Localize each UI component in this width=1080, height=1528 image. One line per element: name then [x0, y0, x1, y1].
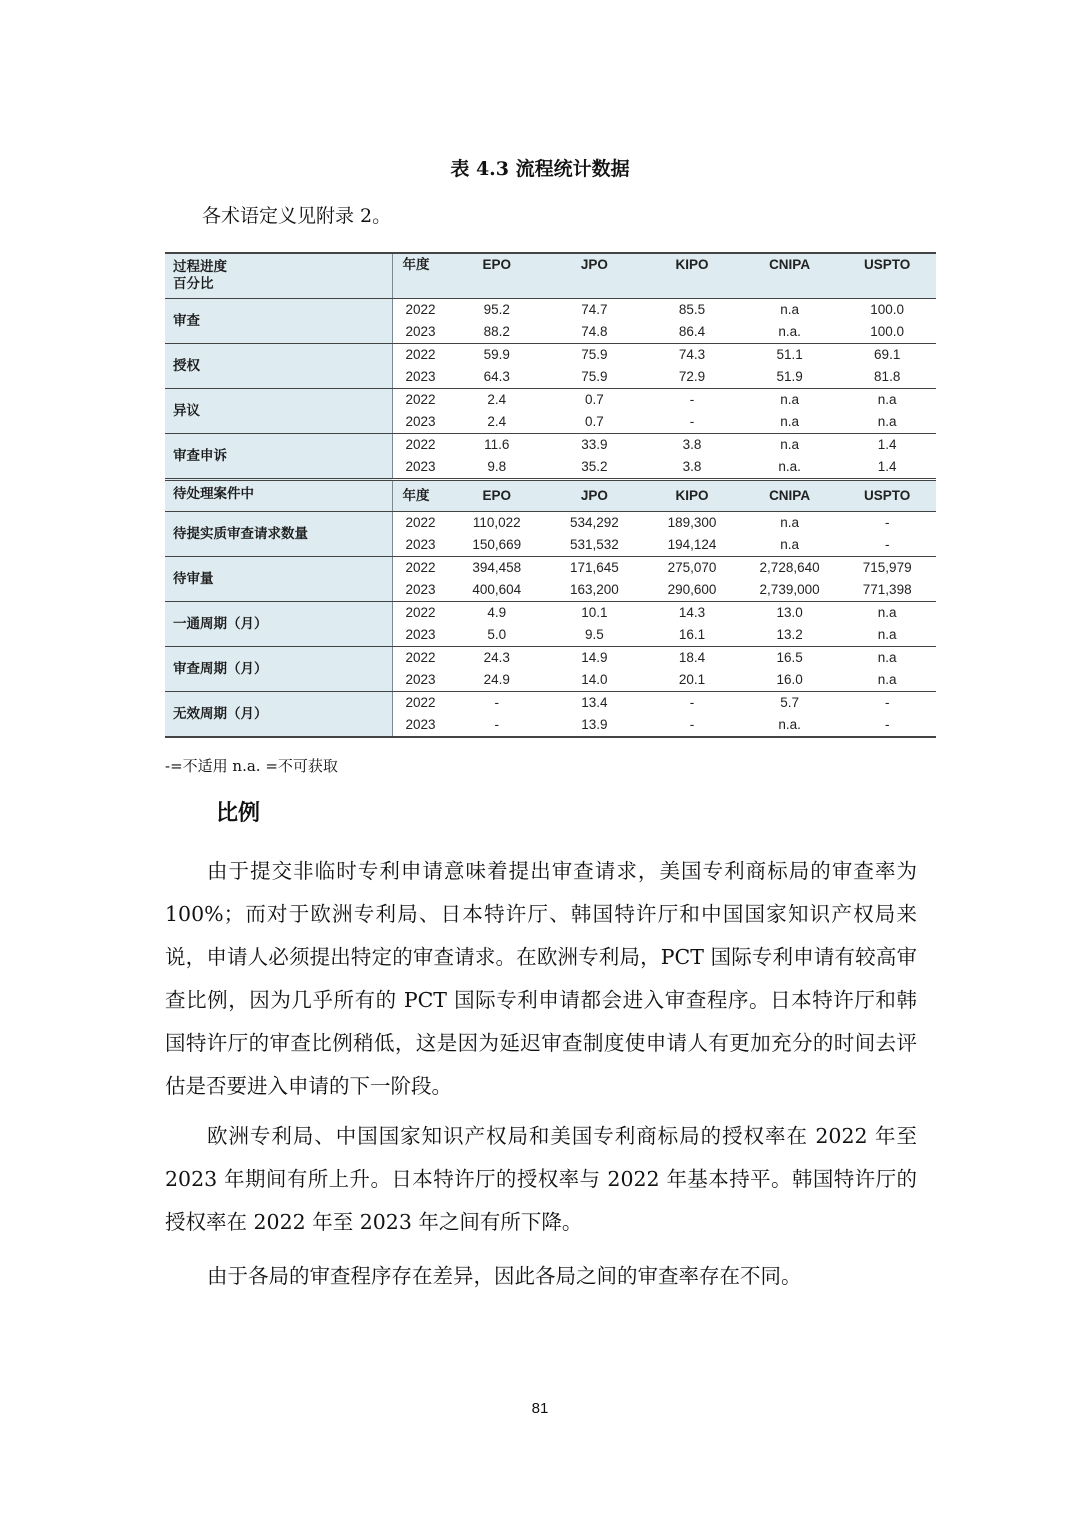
paragraph-1: 由于提交非临时专利申请意味着提出审查请求，美国专利商标局的审查率为 100%；而对于欧洲专利局、日本特许厅、韩国特许厅和中国国家知识产权局来说，申请人必须提出特定的审查请求。在欧洲专利局，PCT 国际专利申请有较高审查比例，因为几乎所有的 PCT 国际专利申请都会进入审查程序。日本特许厅和韩国特许厅的审查比例稍低，这是因为延迟审查制度使申请人有更加充分的时间去评估是否要进入申请的下一阶段。	[165, 859, 917, 1098]
paragraph-2: 欧洲专利局、中国国家知识产权局和美国专利商标局的授权率在 2022 年至 2023 年期间有所上升。日本特许厅的授权率与 2022 年基本持平。韩国特许厅的授权率在 2022 年至 2023 年之间有所下降。	[165, 1124, 917, 1234]
value-cell: 51.9	[741, 366, 839, 389]
value-cell: 150,669	[448, 534, 546, 557]
value-cell: 51.1	[776, 347, 803, 362]
value-cell: 531,532	[546, 534, 644, 557]
year-cell: 2023	[392, 366, 448, 389]
header-office: KIPO	[643, 480, 741, 512]
value-cell: 11.6	[484, 437, 510, 452]
year-cell: 2022	[405, 515, 436, 530]
value-cell: 16.5	[776, 650, 803, 665]
value-cell: -	[838, 534, 936, 557]
year-cell: 2022	[405, 560, 436, 575]
value-cell: 2,739,000	[741, 579, 839, 602]
value-cell: n.a	[877, 392, 897, 407]
table-row	[165, 557, 936, 580]
value-cell: 9.8	[448, 456, 546, 480]
header-office: JPO	[546, 480, 644, 512]
value-cell: 100.0	[870, 302, 905, 317]
value-cell: 100.0	[838, 321, 936, 344]
value-cell: 72.9	[643, 366, 741, 389]
intro-text: 各术语定义见附录 2。	[202, 205, 392, 227]
value-cell: n.a	[877, 605, 897, 620]
header-office: CNIPA	[741, 480, 839, 512]
row-group-label: 异议	[165, 389, 392, 434]
value-cell: 18.4	[678, 650, 706, 665]
value-cell: 4.9	[487, 605, 507, 620]
value-cell: n.a.	[741, 714, 839, 737]
year-cell: 2023	[392, 534, 448, 557]
value-cell: 3.8	[682, 437, 702, 452]
value-cell: -	[494, 695, 500, 710]
value-cell: 59.9	[483, 347, 510, 362]
header-label: 过程进度 百分比	[165, 253, 392, 299]
value-cell: -	[884, 515, 890, 530]
value-cell: 95.2	[483, 302, 510, 317]
value-cell: 14.9	[581, 650, 608, 665]
table-row	[165, 344, 936, 367]
value-cell: 13.4	[581, 695, 608, 710]
row-group-label: 待审量	[165, 557, 392, 602]
value-cell: 715,979	[862, 560, 912, 575]
year-cell: 2022	[405, 695, 436, 710]
table-footnote: -=不适用 n.a. =不可获取	[165, 757, 338, 775]
year-cell: 2023	[392, 624, 448, 647]
table-row	[165, 299, 936, 322]
table-body	[165, 253, 936, 737]
value-cell: 3.8	[643, 456, 741, 480]
row-group-label: 待提实质审查请求数量	[165, 512, 392, 557]
value-cell: 394,458	[472, 560, 522, 575]
value-cell: 1.4	[877, 437, 897, 452]
row-group-label: 审查申诉	[165, 434, 392, 480]
value-cell: 75.9	[546, 366, 644, 389]
table-row	[165, 647, 936, 670]
header-office: CNIPA	[741, 253, 839, 299]
value-cell: 13.0	[776, 605, 803, 620]
value-cell: -	[643, 411, 741, 434]
header-office: USPTO	[838, 480, 936, 512]
value-cell: 85.5	[678, 302, 706, 317]
process-statistics-table	[165, 252, 936, 738]
year-cell: 2023	[392, 456, 448, 480]
value-cell: 16.1	[643, 624, 741, 647]
value-cell: 171,645	[569, 560, 619, 575]
table-row	[165, 692, 936, 715]
value-cell: 74.8	[546, 321, 644, 344]
value-cell: -	[689, 695, 695, 710]
year-cell: 2023	[392, 714, 448, 737]
value-cell: 5.0	[448, 624, 546, 647]
header-office: JPO	[546, 253, 644, 299]
year-cell: 2022	[405, 347, 436, 362]
value-cell: 5.7	[780, 695, 799, 710]
value-cell: 9.5	[546, 624, 644, 647]
value-cell: n.a	[780, 515, 799, 530]
table-header-row	[165, 480, 936, 512]
value-cell: n.a	[877, 650, 897, 665]
year-cell: 2023	[392, 579, 448, 602]
value-cell: 81.8	[838, 366, 936, 389]
year-cell: 2022	[405, 605, 436, 620]
value-cell: 74.7	[581, 302, 608, 317]
value-cell: -	[884, 695, 890, 710]
year-cell: 2022	[405, 392, 436, 407]
value-cell: 24.3	[483, 650, 510, 665]
value-cell: 75.9	[581, 347, 608, 362]
table-header-row	[165, 253, 936, 299]
header-label: 待处理案件中	[165, 480, 392, 512]
year-cell: 2022	[405, 650, 436, 665]
value-cell: -	[643, 714, 741, 737]
year-cell: 2023	[392, 411, 448, 434]
value-cell: 2,728,640	[759, 560, 820, 575]
value-cell: 275,070	[667, 560, 717, 575]
value-cell: 10.1	[581, 605, 608, 620]
header-year: 年度	[392, 480, 448, 512]
table-row	[165, 512, 936, 535]
header-office: USPTO	[838, 253, 936, 299]
row-group-label: 授权	[165, 344, 392, 389]
table-row	[165, 602, 936, 625]
value-cell: 194,124	[643, 534, 741, 557]
value-cell: 110,022	[472, 515, 521, 530]
value-cell: 534,292	[569, 515, 619, 530]
value-cell: 14.0	[546, 669, 644, 692]
row-group-label: 审查周期（月）	[165, 647, 392, 692]
header-office: EPO	[448, 480, 546, 512]
value-cell: 69.1	[874, 347, 901, 362]
value-cell: n.a	[741, 534, 839, 557]
value-cell: 0.7	[585, 392, 604, 407]
year-cell: 2023	[392, 321, 448, 344]
header-office: EPO	[448, 253, 546, 299]
value-cell: 2.4	[448, 411, 546, 434]
page-number: 81	[531, 1400, 549, 1417]
value-cell: n.a	[780, 392, 799, 407]
year-cell: 2022	[405, 302, 436, 317]
value-cell: 771,398	[838, 579, 936, 602]
year-cell: 2023	[392, 669, 448, 692]
value-cell: 189,300	[667, 515, 717, 530]
value-cell: 33.9	[581, 437, 608, 452]
value-cell: n.a	[780, 437, 799, 452]
value-cell: n.a	[838, 411, 936, 434]
table-caption: 表 4.3 流程统计数据	[450, 158, 630, 180]
header-office: KIPO	[643, 253, 741, 299]
value-cell: -	[838, 714, 936, 737]
value-cell: n.a.	[741, 321, 839, 344]
year-cell: 2022	[405, 437, 436, 452]
value-cell: 24.9	[448, 669, 546, 692]
value-cell: -	[448, 714, 546, 737]
value-cell: n.a	[838, 669, 936, 692]
value-cell: 400,604	[448, 579, 546, 602]
row-group-label: 一通周期（月）	[165, 602, 392, 647]
row-group-label: 审查	[165, 299, 392, 344]
value-cell: 14.3	[678, 605, 706, 620]
value-cell: 163,200	[546, 579, 644, 602]
table-row	[165, 434, 936, 457]
value-cell: 2.4	[487, 392, 507, 407]
value-cell: n.a.	[741, 456, 839, 480]
value-cell: 13.2	[741, 624, 839, 647]
value-cell: -	[689, 392, 695, 407]
value-cell: 64.3	[448, 366, 546, 389]
paragraph-3: 由于各局的审查程序存在差异，因此各局之间的审查率存在不同。	[207, 1264, 802, 1288]
value-cell: 13.9	[546, 714, 644, 737]
value-cell: 74.3	[678, 347, 706, 362]
value-cell: 1.4	[838, 456, 936, 480]
value-cell: 20.1	[643, 669, 741, 692]
value-cell: 88.2	[448, 321, 546, 344]
header-year: 年度	[392, 253, 448, 299]
row-group-label: 无效周期（月）	[165, 692, 392, 738]
value-cell: 0.7	[546, 411, 644, 434]
table-row	[165, 389, 936, 412]
value-cell: 86.4	[643, 321, 741, 344]
section-title: 比例	[216, 801, 261, 826]
value-cell: n.a	[780, 302, 799, 317]
value-cell: 35.2	[546, 456, 644, 480]
value-cell: n.a	[838, 624, 936, 647]
value-cell: 290,600	[643, 579, 741, 602]
value-cell: 16.0	[741, 669, 839, 692]
value-cell: n.a	[741, 411, 839, 434]
